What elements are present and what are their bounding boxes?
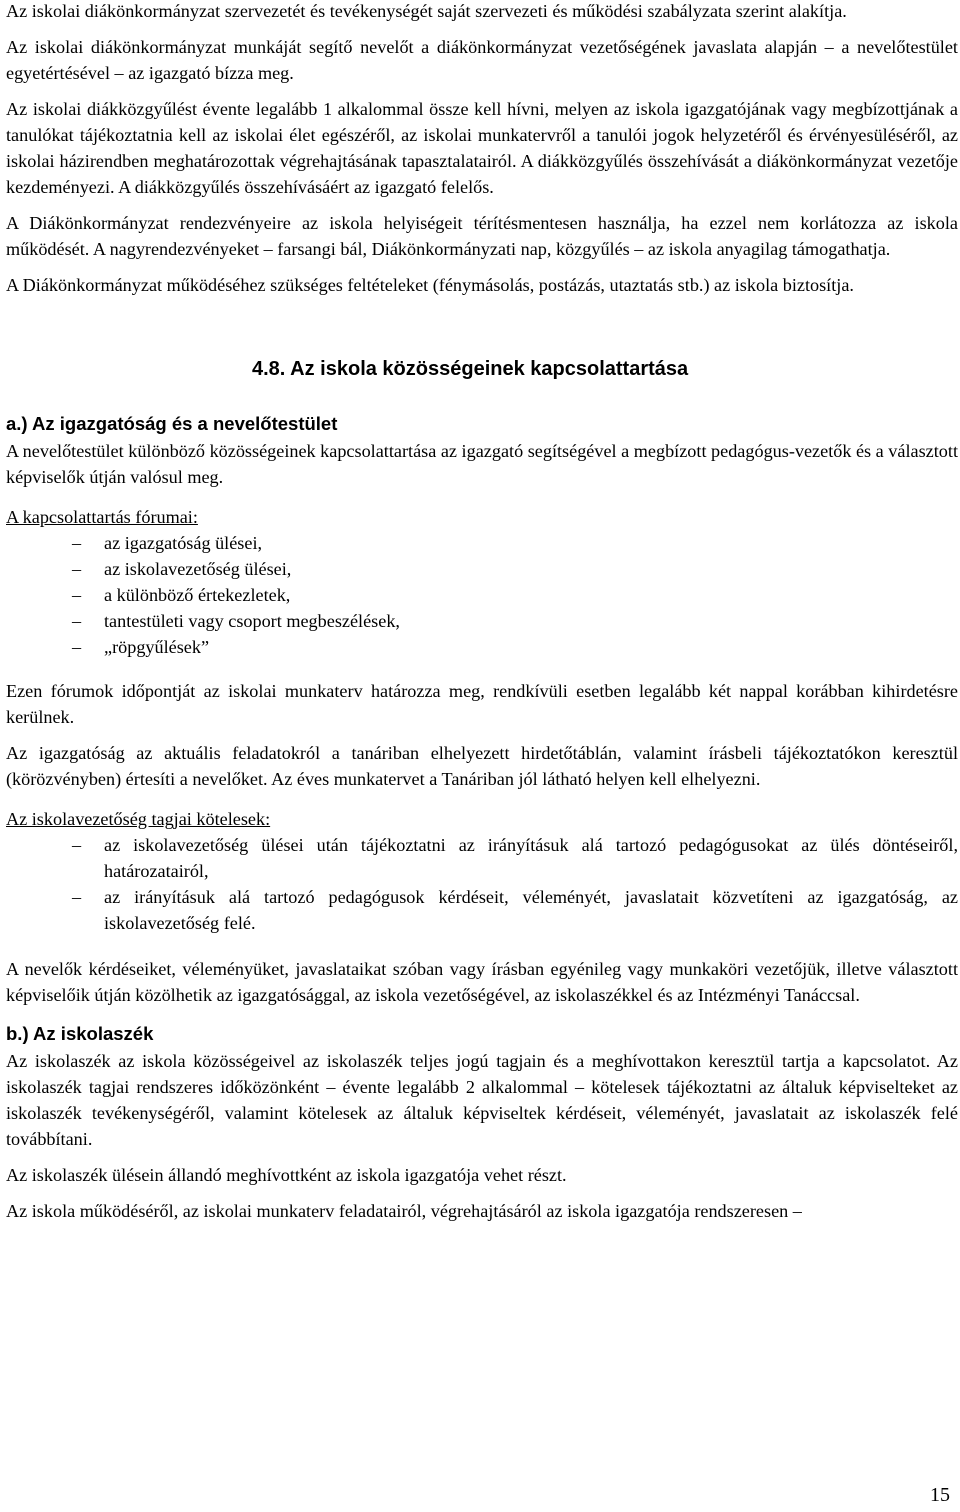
forums-label-text: A kapcsolattartás fórumai: (6, 507, 198, 527)
dash-bullet: – (72, 835, 82, 855)
paragraph-info: Az igazgatóság az aktuális feladatokról a tanáriban elhelyezett hirdetőtáblán, valamint írásbeli tájékoztatókon keresztül (körözvényben) értesíti a nevelőket. Az éves munkatervet a Tanáriban jól látható helyen kell elhelyezni. (6, 743, 958, 789)
list-item (6, 556, 958, 582)
document-page (6, 0, 958, 1224)
paragraph-dok-helper: Az iskolai diákönkormányzat munkáját segítő nevelőt a diákönkormányzat vezetőségének javaslata alapján – a nevelőtestület egyetértésével – az igazgató bízza meg. (6, 37, 958, 83)
paragraph-forums-time: Ezen fórumok időpontját az iskolai munkaterv határozza meg, rendkívüli esetben legalább két nappal korábban kihirdetésre kerülnek. (6, 681, 958, 727)
dash-bullet: – (72, 533, 82, 553)
section-a-intro: A nevelőtestület különböző közösségeinek kapcsolattartása az igazgató segítségével a megbízott pedagógus-vezetők és a választott képviselők útján valósul meg. (6, 441, 958, 487)
duties-label (6, 806, 958, 832)
dash-bullet: – (72, 887, 82, 907)
section-a-heading: a.) Az igazgatóság és a nevelőtestület (6, 413, 338, 434)
list-item-text: tantestületi vagy csoport megbeszélések, (104, 611, 400, 631)
duties-label-text: Az iskolavezetőség tagjai kötelesek: (6, 809, 271, 829)
duties-list (6, 832, 958, 936)
list-item-text: az irányításuk alá tartozó pedagógusok kérdéseit, véleményét, javaslatait közvetíteni az igazgatóság, az iskolavezetőség felé. (104, 887, 958, 933)
list-item (6, 832, 958, 884)
list-item-text: „röpgyűlések” (104, 637, 210, 657)
dash-bullet: – (72, 637, 82, 657)
list-item (6, 634, 958, 660)
paragraph-dok-sszm: Az iskolai diákönkormányzat szervezetét és tevékenységét saját szervezeti és működési szabályzata szerint alakítja. (6, 1, 847, 21)
section-b-heading: b.) Az iskolaszék (6, 1023, 154, 1044)
paragraph-dok-rendezvenyek: A Diákönkormányzat rendezvényeire az iskola helyiségeit térítésmentesen használja, ha ezzel nem korlátozza az iskola működését. A nagyrendezvényeket – farsangi bál, Diákönkormányzati nap, közgyűlés – az iskola anyagilag támogathatja. (6, 213, 958, 259)
forums-label (6, 504, 958, 530)
forums-list (6, 530, 958, 660)
paragraph-dok-feltetelek: A Diákönkormányzat működéséhez szükséges feltételeket (fénymásolás, postázás, utaztatás stb.) az iskola biztosítja. (6, 275, 854, 295)
list-item (6, 582, 958, 608)
paragraph-diakkozgyules: Az iskolai diákközgyűlést évente legalább 1 alkalommal össze kell hívni, melyen az iskola igazgatójának vagy megbízottjának a tanulókat tájékoztatnia kell az iskolai élet egészéről, az iskolai munkatervről a tanulói jogok helyzetéről és érvényesüléséről, az iskolai házirendben meghatározottak végrehajtásának tapasztalatairól. A diákközgyűlés összehívását a diákönkormányzat vezetője kezdeményezi. A diákközgyűlés összehívásáért az igazgató felelős. (6, 99, 958, 197)
section-b-para3: Az iskola működéséről, az iskolai munkaterv feladatairól, végrehajtásáról az iskola igazgatója rendszeresen – (6, 1201, 802, 1221)
list-item-text: a különböző értekezletek, (104, 585, 291, 605)
section-heading: 4.8. Az iskola közösségeinek kapcsolattartása (252, 358, 689, 380)
list-item (6, 530, 958, 556)
list-item (6, 608, 958, 634)
dash-bullet: – (72, 611, 82, 631)
paragraph-teachers: A nevelők kérdéseiket, véleményüket, javaslataikat szóban vagy írásban egyénileg vagy munkaköri vezetőjük, illetve választott képviselőik útján közölhetik az igazgatósággal, az iskola vezetőségével, az iskolaszékkel és az Intézményi Tanáccsal. (6, 959, 958, 1005)
page-number: 15 (930, 1484, 950, 1506)
list-item-text: az igazgatóság ülései, (104, 533, 263, 553)
section-b-para1: Az iskolaszék az iskola közösségeivel az iskolaszék teljes jogú tagjain és a meghívottakon keresztül tartja a kapcsolatot. Az iskolaszék tagjai rendszeres időközönként – évente legalább 2 alkalommal – kötelesek tájékoztatni az általuk képviselteket az iskolaszék tevékenységéről, valamint kötelesek az általuk képviseltek kérdéseit, véleményét, javaslatait az iskolaszék felé továbbítani. (6, 1051, 958, 1149)
section-b-para2: Az iskolaszék ülésein állandó meghívottként az iskola igazgatója vehet részt. (6, 1165, 567, 1185)
list-item-text: az iskolavezetőség ülései, (104, 559, 292, 579)
list-item (6, 884, 958, 936)
dash-bullet: – (72, 559, 82, 579)
dash-bullet: – (72, 585, 82, 605)
list-item-text: az iskolavezetőség ülései után tájékoztatni az irányításuk alá tartozó pedagógusokat az ülés döntéseiről, határozatairól, (104, 835, 958, 881)
